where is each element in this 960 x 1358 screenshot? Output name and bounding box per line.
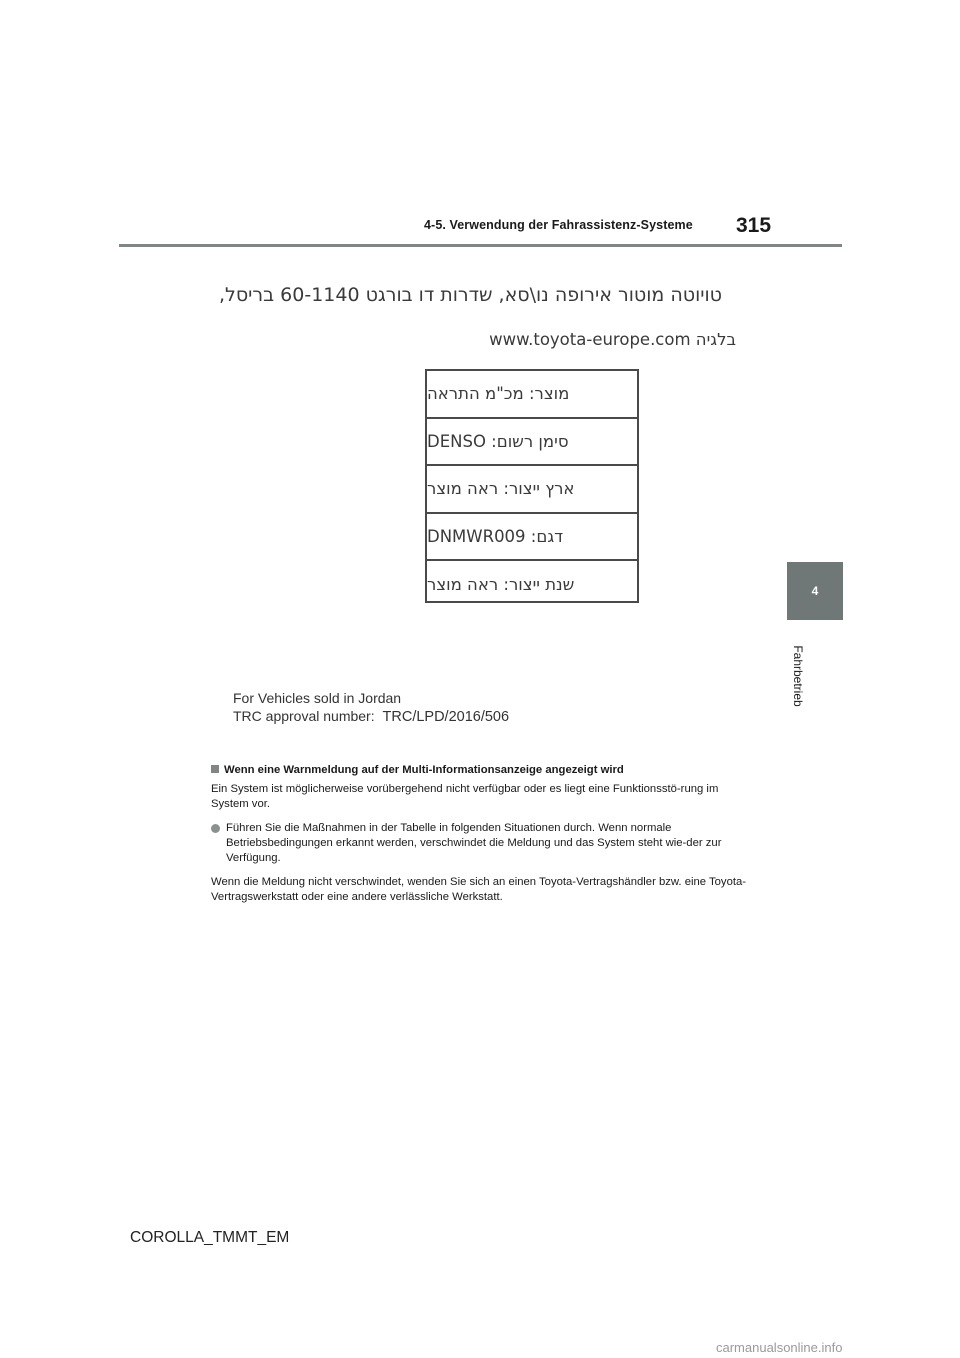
paragraph-contact-dealer: Wenn die Meldung nicht verschwindet, wenden Sie sich an einen Toyota-Vertragshändler bzw. eine Toyota-Vertragswerkstatt oder eine andere verlässliche Werkstatt. (211, 876, 747, 903)
page-number: 315 (736, 214, 772, 237)
watermark: carmanualsonline.info (716, 1340, 843, 1355)
chapter-number: 4 (811, 584, 819, 598)
label-table (425, 369, 639, 603)
document-code: COROLLA_TMMT_EM (130, 1229, 290, 1246)
paragraph-system-unavailable: Ein System ist möglicherweise vorübergehend nicht verfügbar oder es liegt eine Funktionsstö-rung im System vor. (211, 783, 719, 810)
label-row-country: ארץ ייצור: ראה מוצר (427, 466, 637, 514)
trc-approval-line (233, 708, 509, 725)
square-bullet-icon (211, 765, 219, 773)
trc-approval-label: TRC approval number: (233, 708, 375, 724)
label-address-line: טויוטה מוטור אירופה נו\סא, שדרות דו בורגט 60-1140 בריסל, (219, 284, 722, 306)
label-row-year: שנת ייצור: ראה מוצר (427, 575, 575, 595)
label-row-product: מוצר: מכ"מ התראה (427, 371, 637, 419)
warning-heading (211, 764, 624, 776)
label-row-trademark: סימן רשום: DENSO (427, 419, 637, 467)
label-website-line: בלגיה www.toyota-europe.com (489, 330, 736, 349)
bullet-text-measures: Führen Sie die Maßnahmen in der Tabelle in folgenden Situationen durch. Wenn normale Betriebsbedingungen erkannt werden, verschwindet die Meldung und das System steht wie-der zur Verfügung. (226, 822, 722, 864)
circle-bullet-icon (211, 824, 220, 833)
header-rule (119, 244, 842, 247)
chapter-label: Fahrbetrieb (791, 645, 805, 707)
section-title: 4-5. Verwendung der Fahrassistenz-Systeme (424, 218, 693, 232)
trc-approval-number: TRC/LPD/2016/506 (382, 709, 510, 725)
warning-heading-text: Wenn eine Warnmeldung auf der Multi-Informationsanzeige angezeigt wird (224, 764, 624, 776)
jordan-vehicles-line: For Vehicles sold in Jordan (233, 690, 402, 706)
label-row-model: דגם: DNMWR009 (427, 514, 637, 562)
